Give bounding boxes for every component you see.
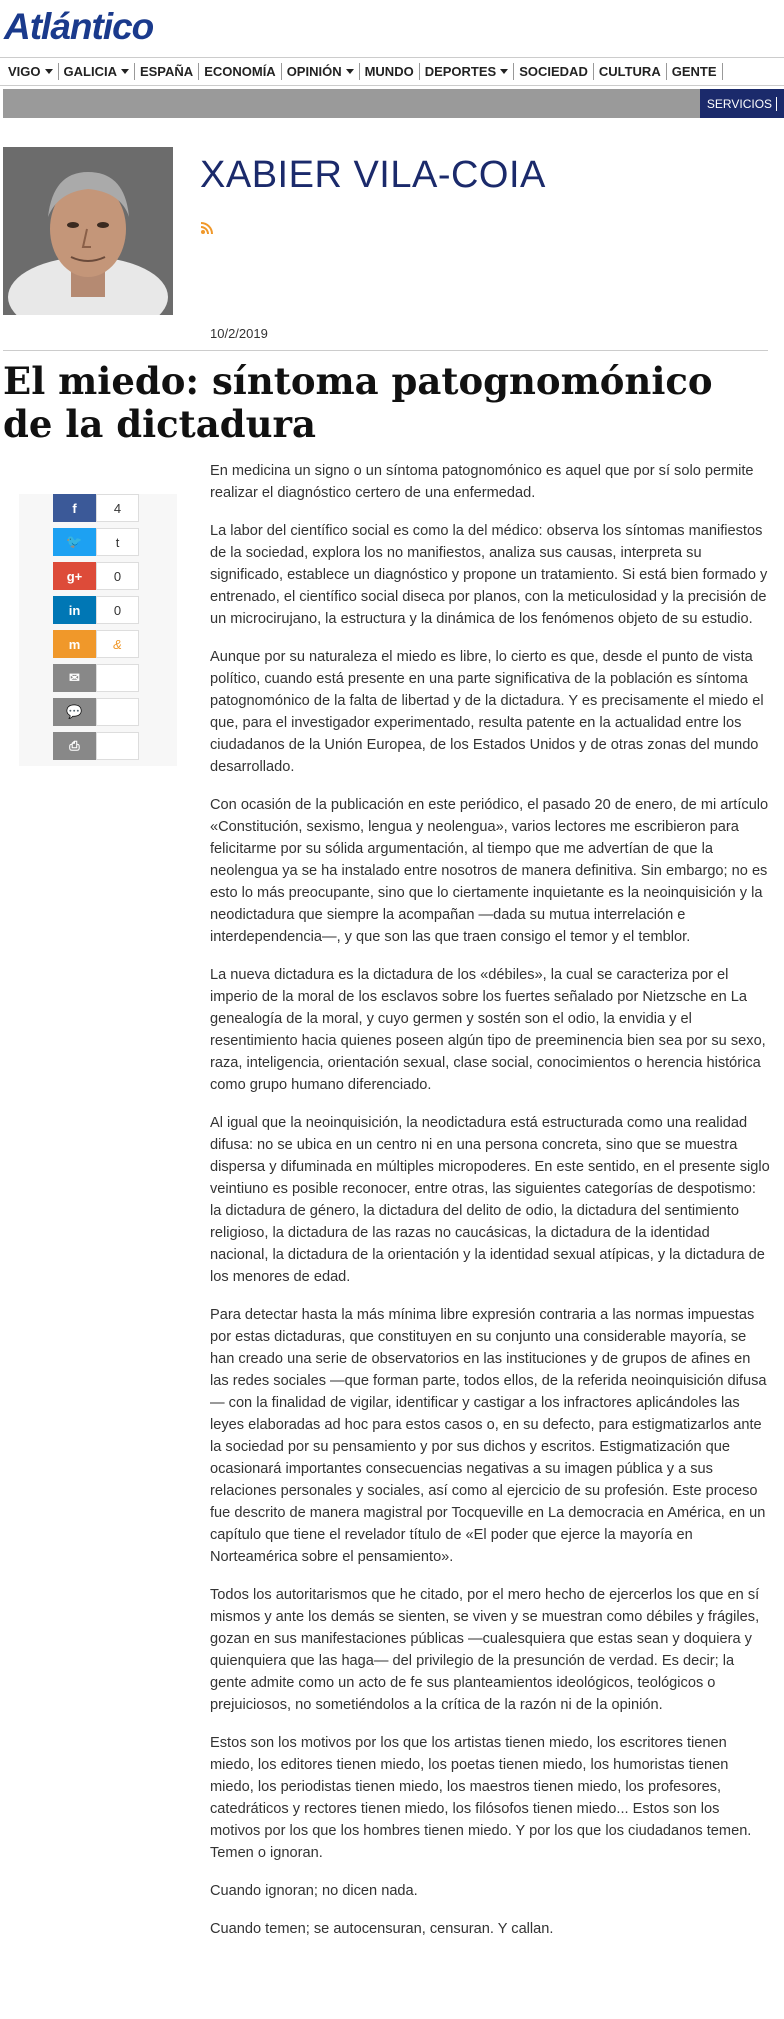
main-nav — [0, 57, 784, 86]
nav-item-vigo[interactable] — [4, 63, 59, 80]
author-photo — [3, 147, 173, 315]
share-count: 0 — [96, 562, 139, 590]
share-row-meneame[interactable] — [53, 630, 139, 658]
nav-item-label: VIGO — [8, 64, 41, 79]
share-row-print[interactable] — [53, 732, 139, 760]
nav-item-deportes[interactable] — [420, 63, 515, 80]
article-paragraph: Con ocasión de la publicación en este periódico, el pasado 20 de enero, de mi artículo «Constitución, sexismo, lengua y neolengua», varios lectores me escribieron para felicitarme por su sólida argumentación, al tiempo que me advertían de que la neolengua ya se ha instalado entre nosotros de manera definitiva. Sin embargo; no es esto lo más preocupante, sino que lo ciertamente inquietante es la neoinquisición y la neodictadura que siempre la acompañan —dada su mutua interrelación e interdependencia—, y que son las que traen consigo el temor y el temblor. — [210, 797, 769, 945]
servicios-button[interactable]: SERVICIOS — [700, 89, 784, 118]
google-plus-icon[interactable]: g+ — [53, 562, 96, 590]
nav-item-gente[interactable] — [667, 63, 723, 80]
article-title: El miedo: síntoma patognomónico de la dictadura — [3, 359, 713, 446]
share-row-facebook[interactable] — [53, 494, 139, 522]
article-paragraph: Estos son los motivos por los que los artistas tienen miedo, los escritores tienen miedo, los editores tienen miedo, los poetas tienen miedo, los humoristas tienen miedo, los periodistas tienen miedo, los maestros tienen miedo, los profesores, catedráticos y rectores tienen miedo, los filósofos tienen miedo... Estos son los motivos por los que los hombres tienen miedo. Y por los que los ciudadanos temen. Temen o ignoran. — [210, 1735, 752, 1861]
share-count — [96, 698, 139, 726]
nav-item-economía[interactable] — [199, 63, 282, 80]
chevron-down-icon — [121, 69, 129, 74]
article-date: 10/2/2019 — [210, 326, 268, 341]
article-paragraph: Al igual que la neoinquisición, la neodictadura está estructurada como una realidad difusa: no se ubica en un centro ni en una persona concreta, sino que se muestra dispersa y difuminada en múltiples micropoderes. En este sentido, en el presente siglo veintiuno es posible reconocer, entre otras, las siguientes categorías de despotismo: la dictadura de género, la dictadura del delito de odio, la dictadura del sentimiento religioso, la dictadura de las razas no caucásicas, la dictadura de la identidad nacional, la dictadura de la orientación y la identidad sexual atípicas, y la dictadura de los menores de edad. — [210, 1115, 770, 1285]
services-bar — [3, 89, 784, 118]
chevron-down-icon — [45, 69, 53, 74]
nav-item-sociedad[interactable] — [514, 63, 594, 80]
nav-item-españa[interactable] — [135, 63, 199, 80]
share-panel — [19, 494, 177, 766]
chevron-down-icon — [346, 69, 354, 74]
nav-item-label: GENTE — [671, 64, 717, 79]
article-paragraph: Aunque por su naturaleza el miedo es libre, lo cierto es que, desde el punto de vista político, cuando está presente en una parte significativa de la población es síntoma patognomónico de la falta de libertad y de la dictadura. Y es precisamente el miedo el que, para el investigador experimentado, resulta patente en la actualidad entre los ciudadanos de la Unión Europea, de los Estados Unidos y de otras zonas del mundo desarrollado. — [210, 649, 764, 775]
share-count: 0 — [96, 596, 139, 624]
nav-item-label: DEPORTES — [424, 64, 497, 79]
nav-item-label: CULTURA — [598, 64, 661, 79]
meneame-icon[interactable]: m — [53, 630, 96, 658]
nav-item-mundo[interactable] — [360, 63, 420, 80]
article-paragraph: Cuando temen; se autocensuran, censuran. Y callan. — [210, 1921, 554, 1937]
article-paragraph: Para detectar hasta la más mínima libre expresión contraria a las normas impuestas por estas dictaduras, que constituyen en su conjunto una considerable mayoría, se han creado una serie de observatorios en las instituciones y de grupos de afines en las redes sociales —que forman parte, todos ellos, de la referida neoinquisición difusa— con la finalidad de vigilar, identificar y castigar a los infractores aplicándoles las leyes elaboradas ad hoc para estos casos o, en su defecto, para estigmatizarlos ante la sociedad por su pensamiento y por sus dichos y escritos. Estigmatización que ocasionará importantes consecuencias negativas a su imagen pública y a sus relaciones personales y sociales, así como al ejercicio de su profesión. Este proceso fue descrito de manera magistral por Tocqueville en La democracia en América, en un capítulo que tiene el revelador título de «El poder que ejerce la mayoría en Norteamérica sobre el pensamiento». — [210, 1307, 767, 1565]
site-logo[interactable]: Atlántico — [4, 6, 154, 47]
linkedin-icon[interactable]: in — [53, 596, 96, 624]
nav-item-galicia[interactable] — [59, 63, 135, 80]
article-body — [210, 460, 770, 1956]
article-paragraph: La nueva dictadura es la dictadura de los «débiles», la cual se caracteriza por el imperio de la moral de los esclavos sobre los fuertes señalado por Nietzsche en La genealogía de la moral, y cuyo germen y sostén son el odio, la envidia y el resentimiento hacia quienes poseen algún tipo de preeminencia bien sea por su sexo, raza, inteligencia, orientación sexual, clase social, conocimientos o herencia histórica como grupo humano diferenciado. — [210, 967, 766, 1093]
share-count: 4 — [96, 494, 139, 522]
author-name[interactable]: XABIER VILA-COIA — [200, 154, 546, 196]
chevron-down-icon — [500, 69, 508, 74]
share-count — [96, 664, 139, 692]
nav-item-label: ESPAÑA — [139, 64, 194, 79]
nav-item-label: ECONOMÍA — [204, 64, 276, 79]
share-row-twitter[interactable] — [53, 528, 139, 556]
share-count: t — [96, 528, 139, 556]
email-icon[interactable]: ✉ — [53, 664, 96, 692]
share-row-google-plus[interactable] — [53, 562, 139, 590]
comment-icon[interactable]: 💬 — [53, 698, 96, 726]
article-paragraph: Todos los autoritarismos que he citado, por el mero hecho de ejercerlos los que en sí mismos y ante los demás se sienten, se viven y se muestran como débiles y frágiles, gozan en sus manifestaciones públicas —cualesquiera que estas sean y doquiera y quienquiera que las haga— del privilegio de la presunción de verdad. Es decir; la gente admite como un acto de fe sus planteamientos ideológicos, teológicos o prejuiciosos, no sometiéndolos a la crítica de la razón ni de la opinión. — [210, 1587, 760, 1713]
article-paragraph: Cuando ignoran; no dicen nada. — [210, 1883, 418, 1899]
article-paragraph: La labor del científico social es como la del médico: observa los síntomas manifiestos de la sociedad, explora los no manifiestos, analiza sus causas, interpreta su significado, establece un diagnóstico y propone un tratamiento. Si está bien formado y entrenado, el científico social diseca por planos, con la meticulosidad y la precisión de un microcirujano, la estructura y la dinámica de los fenómenos objeto de su estudio. — [210, 523, 768, 627]
nav-item-cultura[interactable] — [594, 63, 667, 80]
share-row-comment[interactable] — [53, 698, 139, 726]
share-count: & — [96, 630, 139, 658]
rss-icon[interactable] — [200, 221, 214, 235]
facebook-icon[interactable]: f — [53, 494, 96, 522]
nav-item-opinión[interactable] — [282, 63, 360, 80]
nav-item-label: OPINIÓN — [286, 64, 342, 79]
share-row-email[interactable] — [53, 664, 139, 692]
share-row-linkedin[interactable] — [53, 596, 139, 624]
nav-item-label: GALICIA — [63, 64, 117, 79]
article-paragraph: En medicina un signo o un síntoma patognomónico es aquel que por sí solo permite realizar el diagnóstico certero de una enfermedad. — [210, 463, 754, 501]
nav-item-label: MUNDO — [364, 64, 414, 79]
twitter-icon[interactable]: 🐦 — [53, 528, 96, 556]
nav-item-label: SOCIEDAD — [519, 64, 588, 79]
divider — [3, 350, 768, 351]
share-count — [96, 732, 139, 760]
print-icon[interactable]: ⎙ — [53, 732, 96, 760]
